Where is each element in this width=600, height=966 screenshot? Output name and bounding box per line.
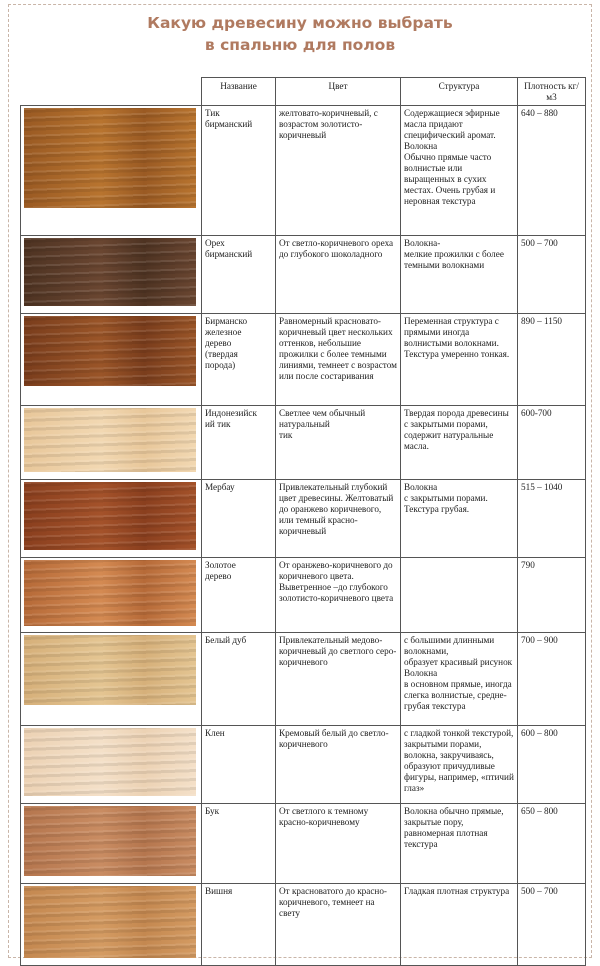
wood-density: 515 – 1040	[518, 480, 586, 558]
wood-name: Тик бирманский	[202, 106, 276, 236]
wood-structure: Волокна- мелкие прожилки с более темными волокнами	[401, 236, 518, 314]
wood-name: Бирманско железное дерево (твердая порода)	[202, 314, 276, 406]
table-row	[21, 726, 586, 804]
table-row	[21, 406, 586, 480]
wood-structure: Содержащиеся эфирные масла придают специфический аромат. Волокна Обычно прямые часто волнистые или выращенных в сухих местах. Очень грубая и неровная текстура	[401, 106, 518, 236]
header-structure: Структура	[401, 78, 518, 106]
wood-structure: Твердая порода древесины с закрытыми порами, содержит натуральные масла.	[401, 406, 518, 480]
wood-swatch-image	[24, 238, 196, 306]
wood-swatch-image	[24, 806, 196, 876]
wood-density: 650 – 800	[518, 804, 586, 884]
wood-density: 640 – 880	[518, 106, 586, 236]
wood-structure: Гладкая плотная структура	[401, 884, 518, 966]
wood-density: 600 – 800	[518, 726, 586, 804]
swatch-cell	[21, 726, 202, 804]
swatch-cell	[21, 633, 202, 726]
wood-color: Равномерный красновато-коричневый цвет нескольких оттенков, небольшие прожилки с более темными линиями, темнеет с возрастом или после состаривания	[276, 314, 401, 406]
wood-color: От оранжево-коричневого до коричневого цвета. Выветренное –до глубокого золотисто-коричневого цвета	[276, 558, 401, 633]
swatch-cell	[21, 106, 202, 236]
wood-name: Вишня	[202, 884, 276, 966]
wood-density: 890 – 1150	[518, 314, 586, 406]
swatch-cell	[21, 406, 202, 480]
table-row	[21, 236, 586, 314]
wood-swatch-image	[24, 482, 196, 550]
swatch-cell	[21, 558, 202, 633]
wood-structure: Волокна с закрытыми порами. Текстура грубая.	[401, 480, 518, 558]
wood-swatch-image	[24, 560, 196, 626]
header-row	[21, 78, 586, 106]
wood-structure	[401, 558, 518, 633]
table-row	[21, 314, 586, 406]
wood-color: От светлого к темному красно-коричневому	[276, 804, 401, 884]
wood-color: От красноватого до красно-коричневого, темнеет на свету	[276, 884, 401, 966]
wood-table	[20, 77, 586, 966]
wood-structure: Волокна обычно прямые, закрытые пору, равномерная плотная текстура	[401, 804, 518, 884]
wood-density: 500 – 700	[518, 236, 586, 314]
wood-structure: с гладкой тонкой текстурой, закрытыми порами, волокна, закручиваясь, образуют причудливые фигуры, например, «птичий глаз»	[401, 726, 518, 804]
wood-structure: Переменная структура с прямыми иногда волнистыми волокнами. Текстура умеренно тонкая.	[401, 314, 518, 406]
wood-color: Привлекательный медово-коричневый до светлого серо-коричневого	[276, 633, 401, 726]
wood-name: Белый дуб	[202, 633, 276, 726]
table-row	[21, 804, 586, 884]
wood-density: 790	[518, 558, 586, 633]
wood-density: 600-700	[518, 406, 586, 480]
title-line-1: Какую древесину можно выбрать	[147, 14, 453, 32]
wood-color: Привлекательный глубокий цвет древесины. Желтоватый до оранжево коричневого, или темный красно- коричневый	[276, 480, 401, 558]
swatch-cell	[21, 804, 202, 884]
wood-color: желтовато-коричневый, с возрастом золотисто-коричневый	[276, 106, 401, 236]
wood-swatch-image	[24, 408, 196, 472]
wood-density: 700 – 900	[518, 633, 586, 726]
swatch-cell	[21, 236, 202, 314]
header-name: Название	[202, 78, 276, 106]
swatch-cell	[21, 884, 202, 966]
title-line-2: в спальню для полов	[204, 36, 396, 54]
wood-name: Бук	[202, 804, 276, 884]
wood-density: 500 – 700	[518, 884, 586, 966]
wood-name: Золотое дерево	[202, 558, 276, 633]
table-row	[21, 558, 586, 633]
wood-swatch-image	[24, 108, 196, 208]
header-density: Плотность кг/м3	[518, 78, 586, 106]
table-row	[21, 633, 586, 726]
swatch-cell	[21, 314, 202, 406]
wood-swatch-image	[24, 635, 196, 705]
wood-name: Индонезийск ий тик	[202, 406, 276, 480]
page-title	[0, 12, 600, 56]
table-row	[21, 884, 586, 966]
table-row	[21, 480, 586, 558]
table-row	[21, 106, 586, 236]
wood-color: Кремовый белый до светло-коричневого	[276, 726, 401, 804]
header-swatch-cell	[21, 78, 202, 106]
wood-swatch-image	[24, 886, 196, 958]
wood-structure: с большими длинными волокнами, образует красивый рисунок Волокна в основном прямые, иногда слегка волнистые, средне-грубая текстура	[401, 633, 518, 726]
swatch-cell	[21, 480, 202, 558]
wood-color: От светло-коричневого ореха до глубокого шоколадного	[276, 236, 401, 314]
wood-name: Клен	[202, 726, 276, 804]
wood-name: Мербау	[202, 480, 276, 558]
wood-swatch-image	[24, 316, 196, 386]
wood-name: Орех бирманский	[202, 236, 276, 314]
header-color: Цвет	[276, 78, 401, 106]
wood-color: Светлее чем обычный натуральный тик	[276, 406, 401, 480]
wood-swatch-image	[24, 728, 196, 796]
